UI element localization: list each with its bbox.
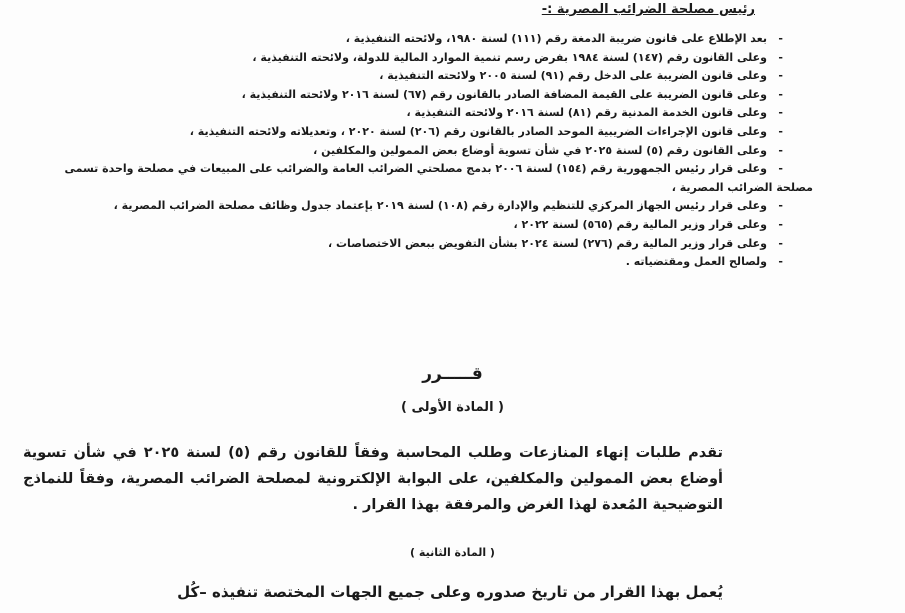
preamble-item	[65, 30, 785, 49]
preamble-item-continuation	[65, 179, 813, 198]
preamble-text: بعد الإطلاع على قانون ضريبة الدمغة رقم (١١١) لسنة ١٩٨٠، ولائحته التنفيذية ،	[345, 32, 767, 45]
preamble-item	[65, 49, 785, 68]
bullet-marker: -	[778, 32, 783, 45]
preamble-item	[65, 142, 785, 161]
preamble-text: وعلى القانون رقم (١٤٧) لسنة ١٩٨٤ بفرض رسم تنمية الموارد المالية للدولة، ولائحته التنفيذية ،	[252, 50, 767, 64]
article-1-body: تقدم طلبات إنهاء المنازعات وطلب المحاسبة وفقاً للقانون رقم (٥) لسنة ٢٠٢٥ في شأن تسوية أوضاع بعض الممولين والمكلفين، على البوابة الإلكترونية لمصلحة الضرائب المصرية، وفقاً للنماذج التوضيحية المُعدة لهذا الغرض والمرفقة بهذا القرار .	[23, 445, 724, 513]
preamble-text: وعلى قانون الضريبة على الدخل رقم (٩١) لسنة ٢٠٠٥ ولائحته التنفيذية ،	[379, 69, 767, 83]
preamble-text: وعلى القانون رقم (٥) لسنة ٢٠٢٥ في شأن تسوية أوضاع بعض الممولين والمكلفين ،	[313, 143, 767, 157]
preamble-text: وعلى قانون الخدمة المدنية رقم (٨١) لسنة ٢٠١٦ ولائحته التنفيذية ،	[406, 106, 767, 120]
preamble-item	[65, 253, 785, 272]
preamble-item	[65, 67, 785, 86]
preamble-item	[65, 160, 785, 179]
decree-heading: قـــــرر	[422, 364, 483, 384]
preamble-text: وعلى قرار وزير المالية رقم (٥٦٥) لسنة ٢٠٢٢ ،	[513, 217, 767, 231]
bullet-marker: -	[778, 199, 783, 213]
preamble-item	[65, 216, 785, 235]
preamble-list	[64, 30, 813, 272]
preamble-item	[65, 197, 785, 216]
bullet-marker: -	[778, 50, 783, 64]
bullet-marker: -	[778, 236, 783, 250]
bullet-marker: -	[778, 69, 783, 83]
preamble-text: وعلى قانون الإجراءات الضريبية الموحد الصادر بالقانون رقم (٢٠٦) لسنة ٢٠٢٠ ، وتعديلاته ولائحته التنفيذية ،	[189, 124, 767, 138]
preamble-text: مصلحة الضرائب المصرية ،	[671, 180, 813, 194]
bullet-marker: -	[778, 143, 783, 157]
bullet-marker: -	[778, 124, 783, 138]
article-2-body: يُعمل بهذا القرار من تاريخ صدوره وعلى جميع الجهات المختصة تنفيذه –كُل	[177, 583, 723, 601]
preamble-text: وعلى قرار رئيس الجهاز المركزي للتنظيم والإدارة رقم (١٠٨) لسنة ٢٠١٩ بإعتماد جدول وظائف مصلحة الضرائب المصرية ،	[113, 199, 767, 213]
preamble-text: وعلى قانون الضريبة على القيمة المضافة الصادر بالقانون رقم (٦٧) لسنة ٢٠١٦ ولائحته التنفيذية ،	[241, 87, 767, 101]
preamble-item	[65, 123, 785, 142]
preamble-text: وعلى قرار رئيس الجمهورية رقم (١٥٤) لسنة ٢٠٠٦ بدمج مصلحتي الضرائب العامة والضرائب على المبيعات في مصلحة واحدة تسمى	[64, 162, 767, 176]
issuer-title: رئيس مصلحة الضرائب المصرية :-	[541, 2, 755, 17]
preamble-text: وعلى قرار وزير المالية رقم (٢٧٦) لسنة ٢٠٢٤ بشأن التفويض ببعض الاختصاصات ،	[328, 236, 767, 250]
article-1-heading: ( المادة الأولى )	[401, 400, 504, 415]
preamble-text: ولصالح العمل ومقتضياته .	[625, 255, 767, 269]
preamble-item	[65, 104, 785, 123]
preamble-item	[65, 86, 785, 105]
bullet-marker: -	[778, 87, 783, 101]
bullet-marker: -	[778, 217, 783, 231]
bullet-marker: -	[778, 106, 783, 120]
article-2-heading: ( المادة الثانية )	[410, 546, 495, 559]
bullet-marker: -	[778, 255, 783, 269]
bullet-marker: -	[778, 162, 783, 176]
preamble-item	[65, 235, 785, 254]
